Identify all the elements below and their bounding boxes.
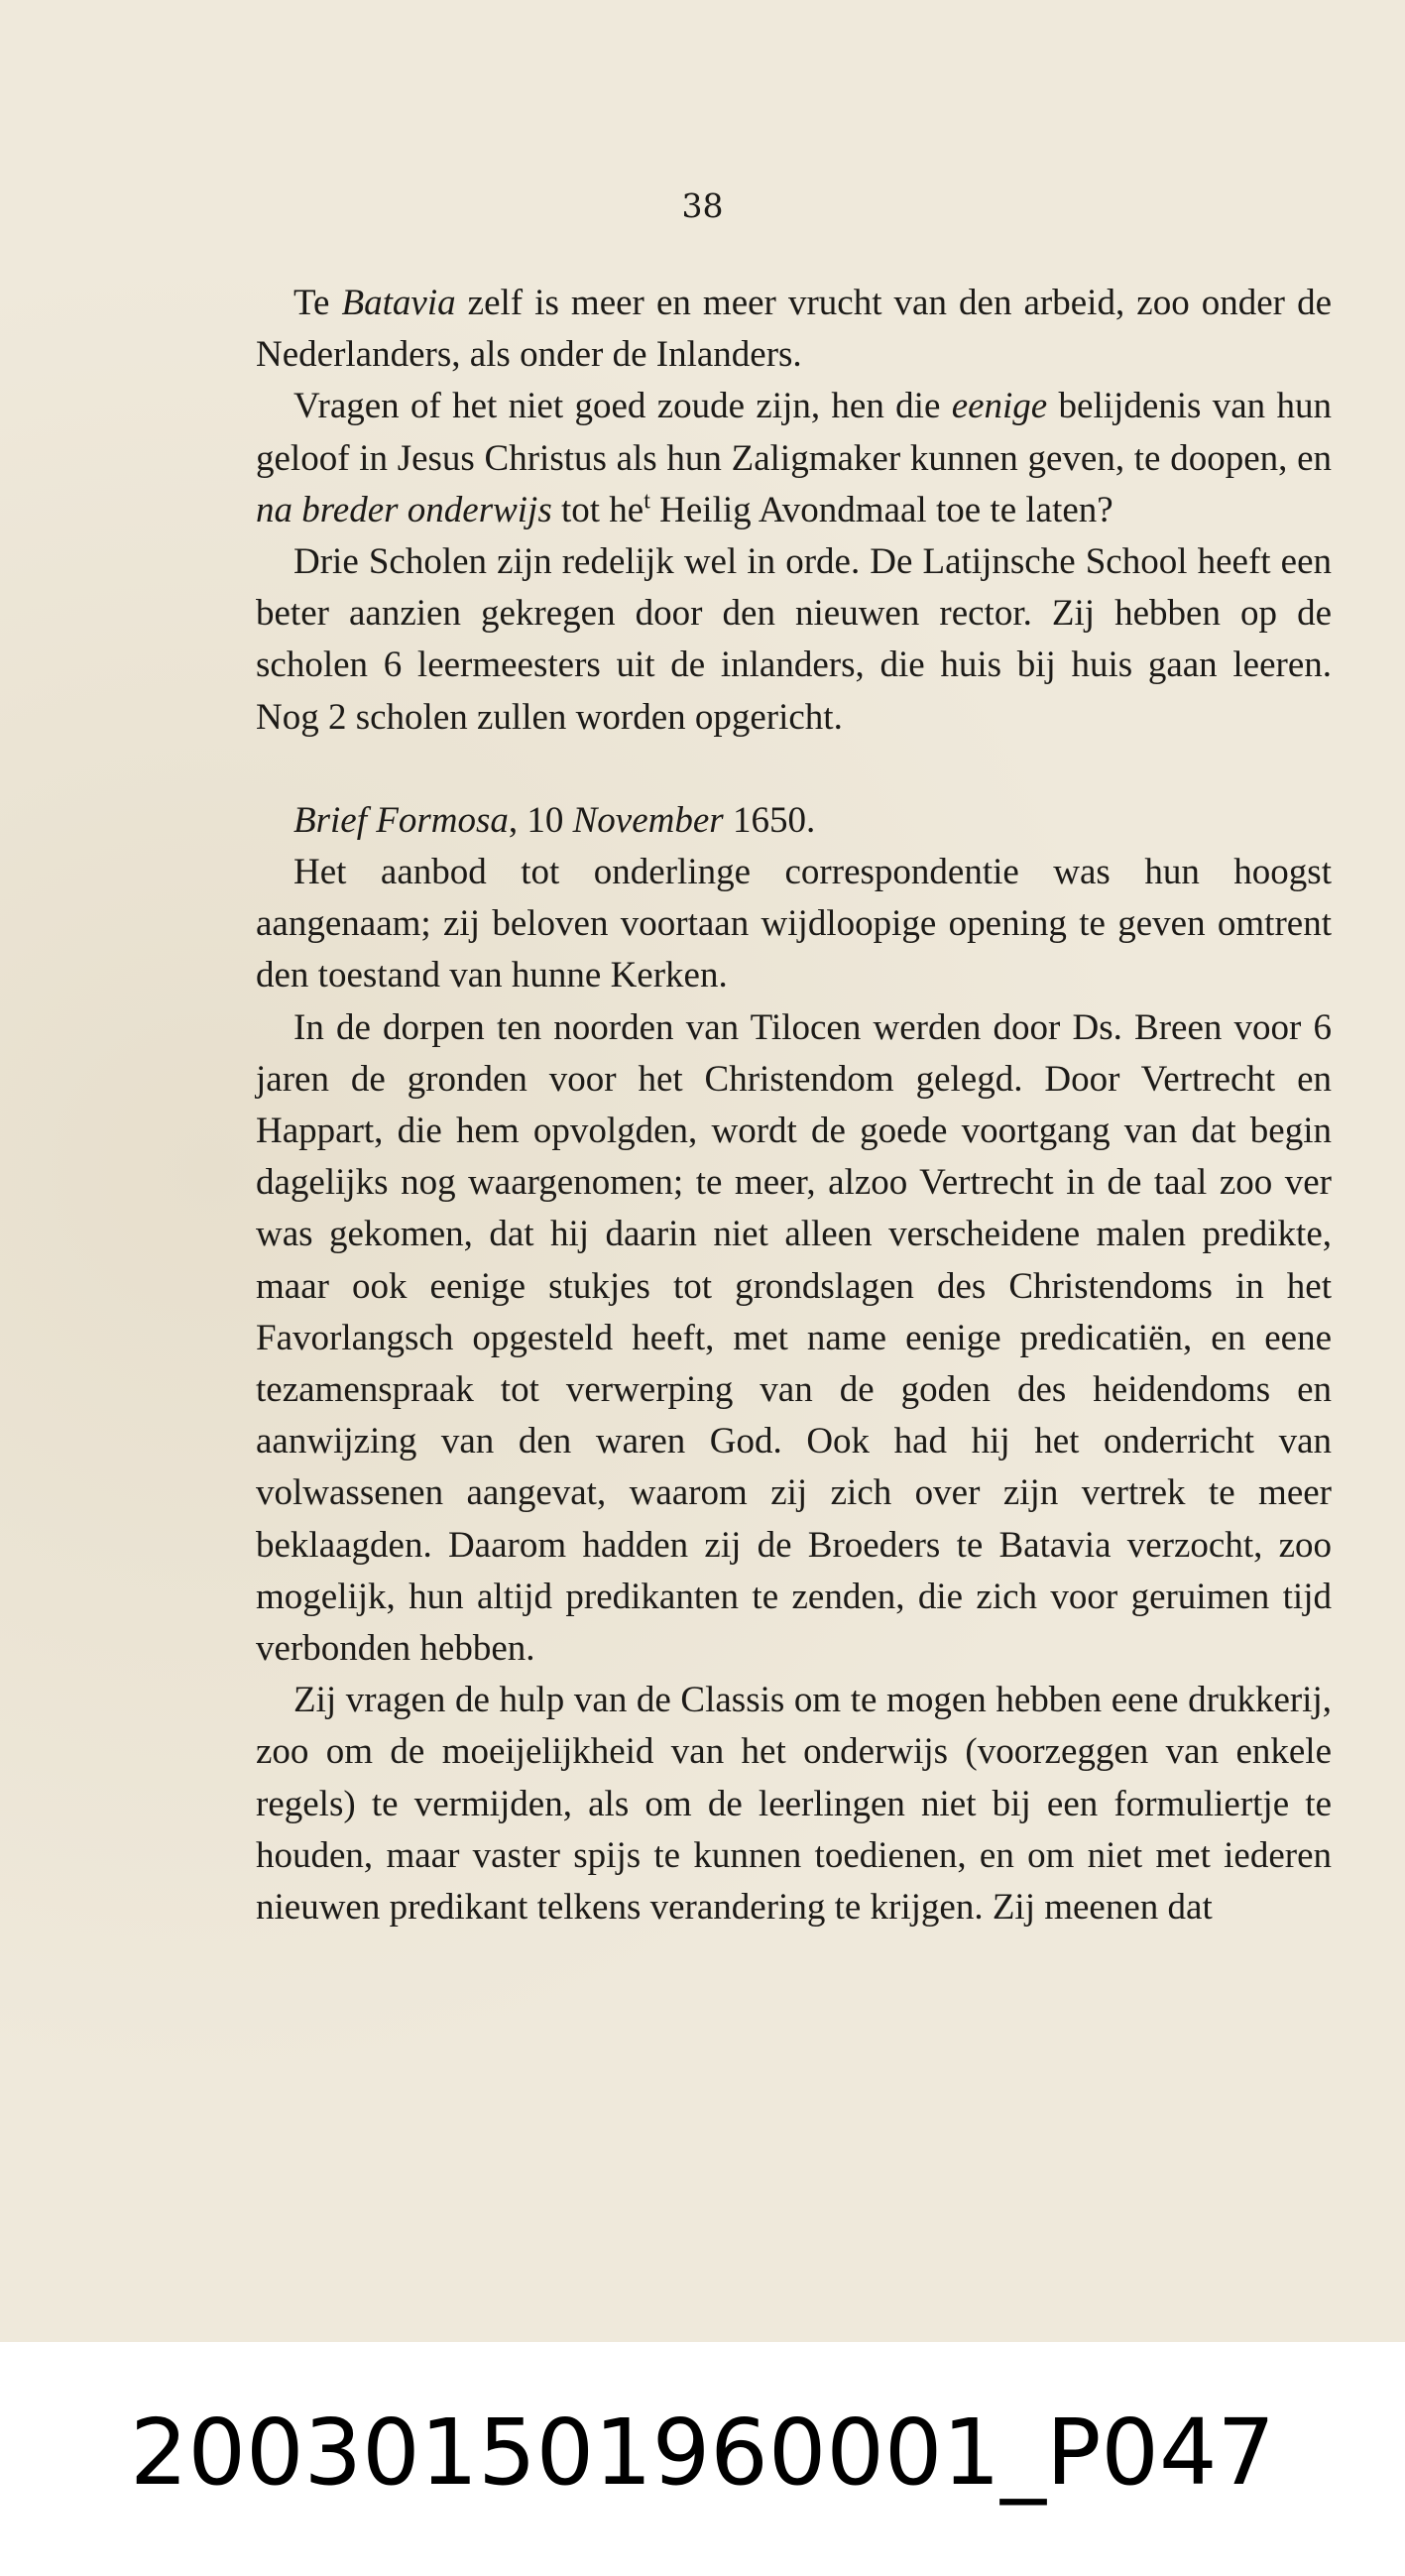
- text-run: Het aanbod tot onderlinge correspondentie was hun hoogst aangenaam; zij beloven voortaan wijdloopige opening te geven omtrent den toestand van hunne Kerken.: [256, 852, 1332, 996]
- paragraph: [256, 278, 1332, 381]
- body-text: [256, 278, 1332, 1933]
- paragraph: [256, 847, 1332, 1002]
- superscript-text: t: [644, 488, 650, 515]
- italic-text: na breder onderwijs: [256, 489, 552, 530]
- text-run: Vragen of het niet goed zoude zijn, hen die: [293, 386, 952, 427]
- text-run: In de dorpen ten noorden van Tilocen werden door Ds. Breen voor 6 jaren de gronden voor het Christendom gelegd. Door Vertrecht en Happart, die hem opvolgden, wordt de goede voortgang van dat begin dagelijks nog waargenomen; te meer, alzoo Vertrecht in de taal zoo ver was gekomen, dat hij daarin niet alleen verscheidene malen predikte, maar ook eenige stukjes tot grondslagen des Christendoms in het Favorlangsch opgesteld heeft, met name eenige predicatiën, en eene tezamenspraak tot verwerping van de goden des heidendoms en aanwijzing van den waren God. Ook had hij het onderricht van volwassenen aangevat, waarom zij zich over zijn vertrek te meer beklaagden. Daarom hadden zij de Broeders te Batavia verzocht, zoo mogelijk, hun altijd predikanten te zenden, die zich voor geruimen tijd verbonden hebben.: [256, 1006, 1332, 1670]
- text-run: 1650.: [723, 799, 816, 841]
- paragraph: [256, 381, 1332, 536]
- text-run: Zij vragen de hulp van de Classis om te mogen hebben eene drukkerij, zoo om de moeijelijkheid van het onderwijs (voorzeggen van enkele regels) te vermijden, als om de leerlingen niet bij een formuliertje te houden, maar vaster spijs te kunnen toedienen, en om niet met iederen nieuwen predikant telkens verandering te krijgen. Zij meenen dat: [256, 1680, 1332, 1929]
- identifier-bar: [0, 2342, 1405, 2576]
- paragraph: [256, 1675, 1332, 1933]
- paragraph: [256, 536, 1332, 744]
- text-run: zelf is meer en meer vrucht van den arbeid, zoo onder de Nederlanders, als onder de Inlanders.: [256, 283, 1332, 376]
- text-run: tot he: [551, 489, 644, 530]
- italic-text: Batavia: [341, 283, 456, 323]
- text-run: Heilig Avondmaal toe te laten?: [649, 489, 1113, 530]
- text-run: Drie Scholen zijn redelijk wel in orde. De Latijnsche School heeft een beter aanzien gekregen door den nieuwen rector. Zij hebben op de scholen 6 leermeesters uit de inlanders, die huis bij huis gaan leeren. Nog 2 scholen zullen worden opgericht.: [256, 541, 1332, 738]
- page-number: 38: [681, 186, 724, 225]
- italic-text: November: [572, 799, 724, 841]
- text-run: Te: [293, 283, 342, 323]
- text-run: , 10: [508, 799, 573, 841]
- paragraph: [256, 1002, 1332, 1676]
- paragraph: [256, 795, 1332, 847]
- text-run: belijdenis van hun geloof in Jesus Christus als hun Zaligmaker kunnen geven, te doopen, en: [256, 386, 1332, 479]
- italic-text: eenige: [951, 386, 1048, 427]
- document-identifier: 200301501960001_P047: [129, 2400, 1276, 2506]
- italic-text: Brief Formosa: [293, 799, 509, 841]
